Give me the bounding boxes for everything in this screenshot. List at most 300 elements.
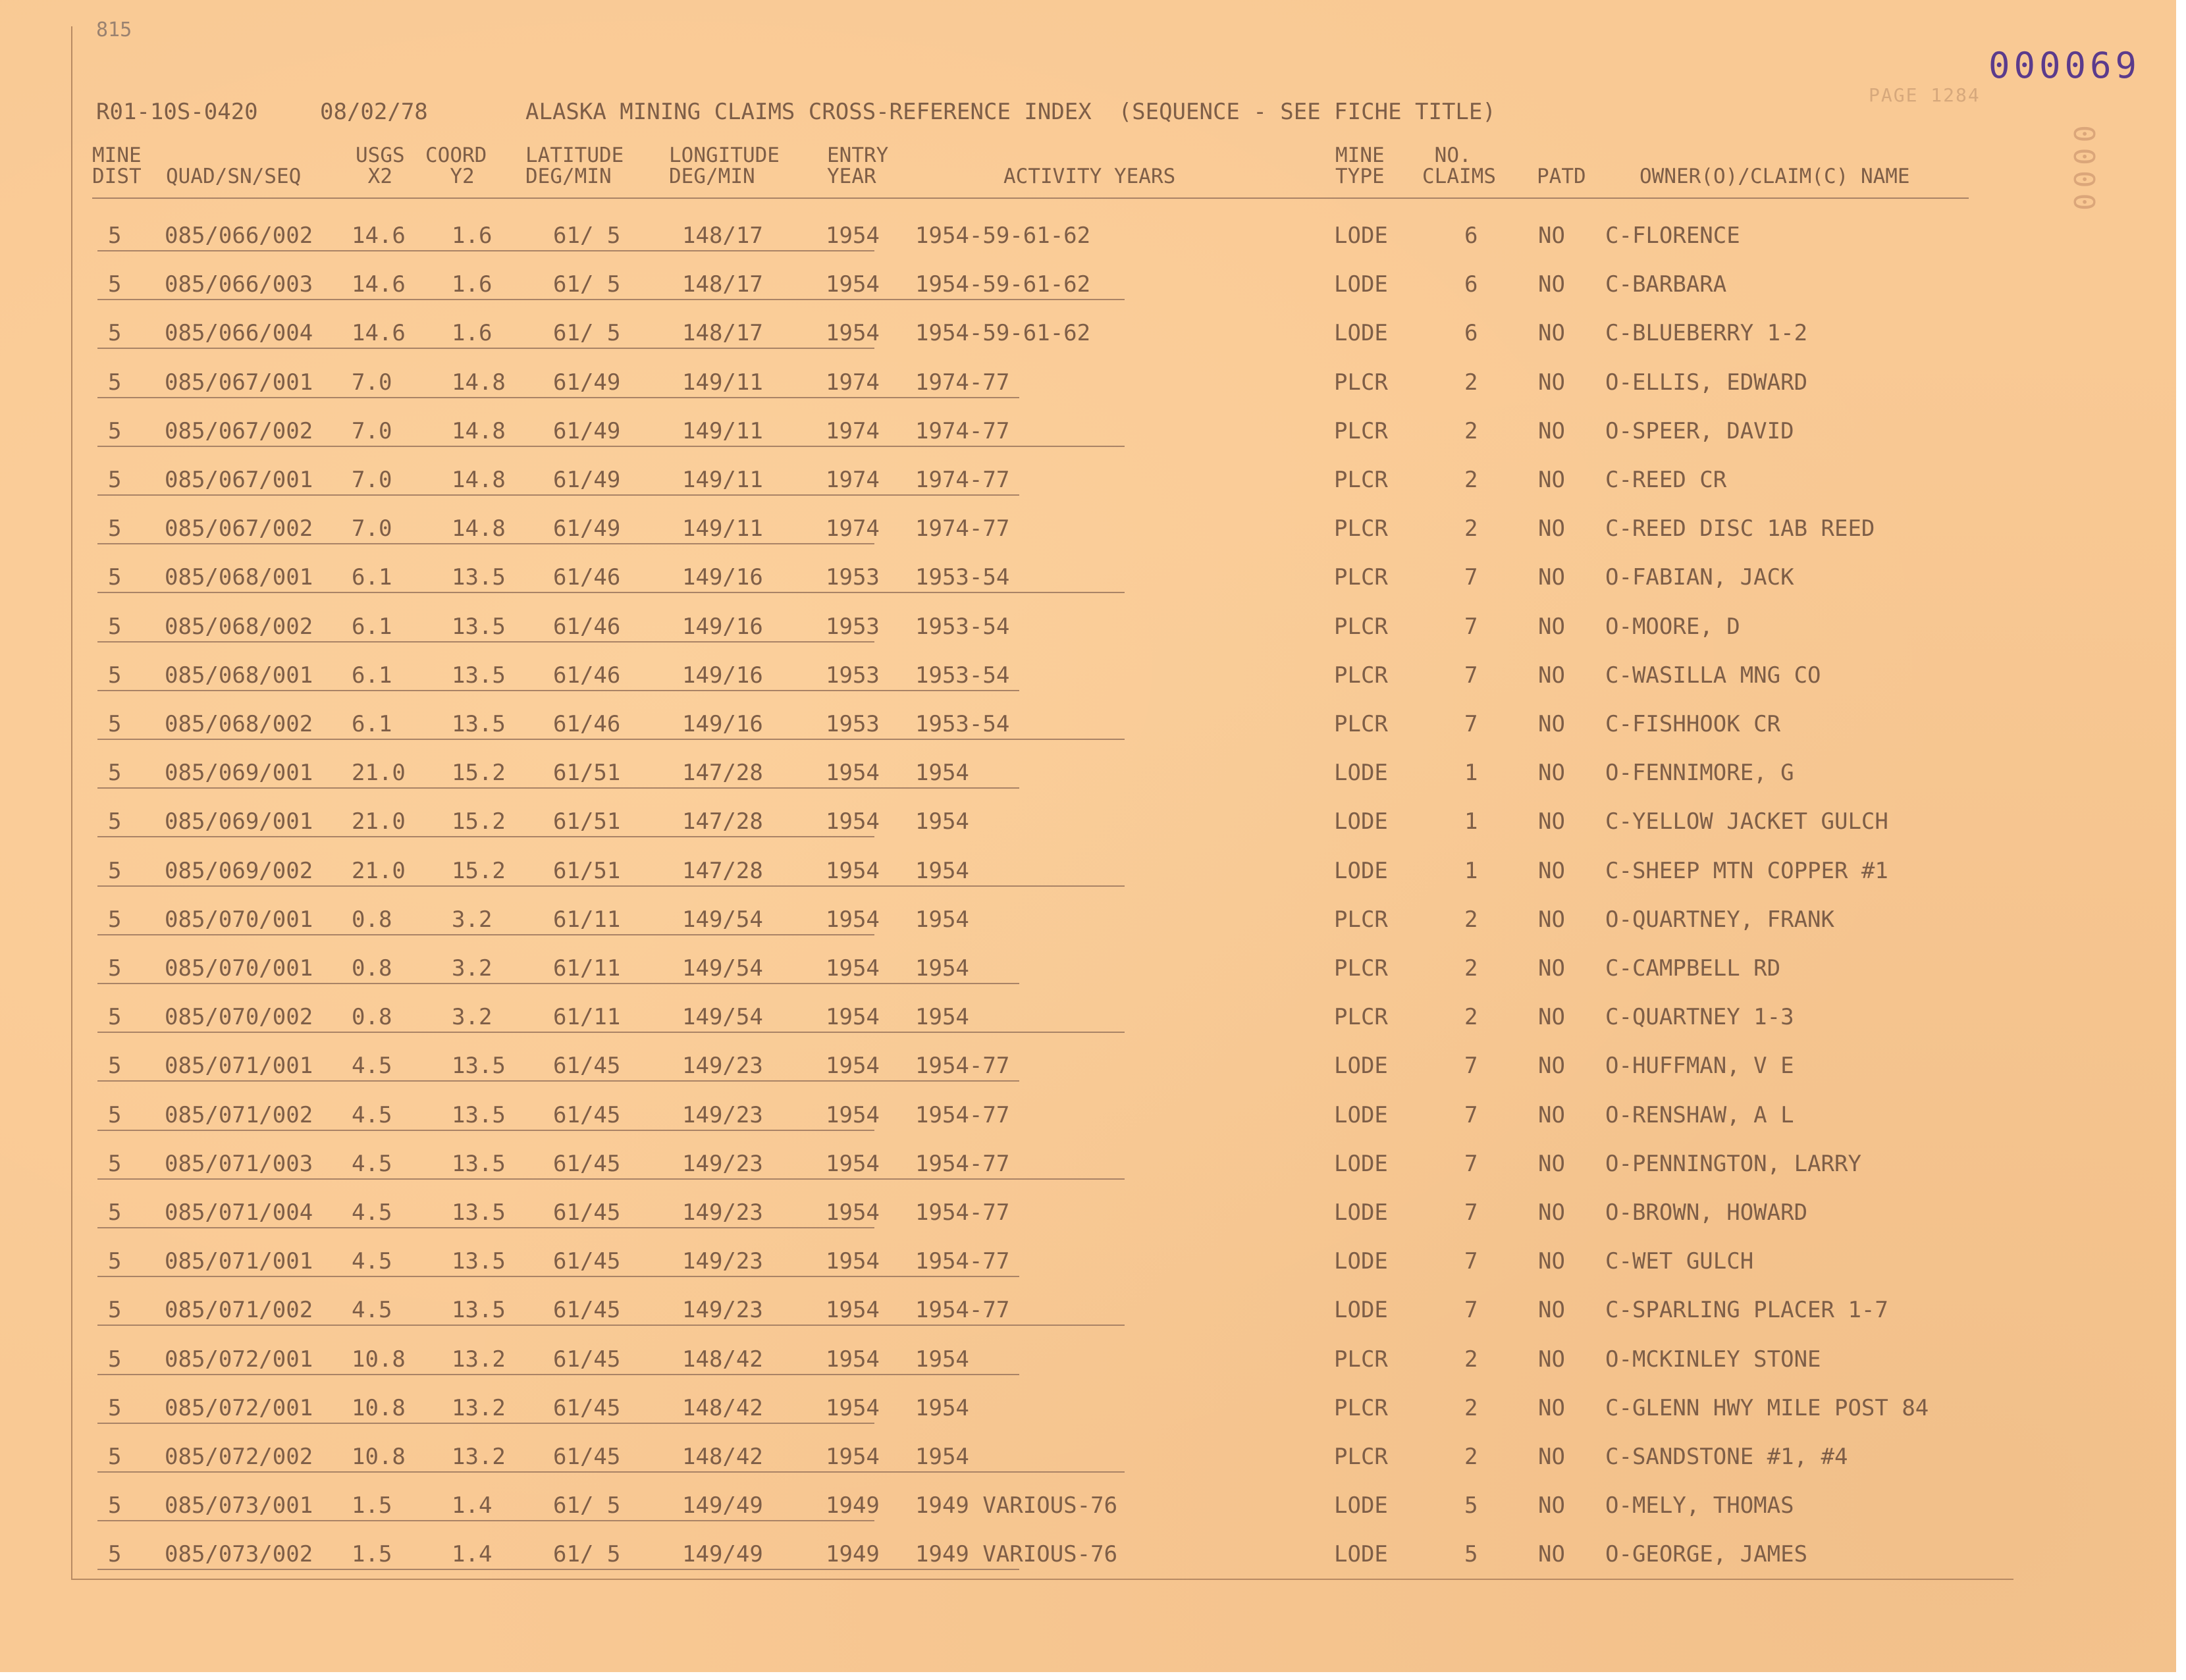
cell-mine-type: PLCR [1334,467,1388,493]
cell-mine-type: LODE [1334,1199,1388,1226]
cell-patd: NO [1538,369,1565,396]
row-separator-line [97,1520,874,1521]
col-head-entry-year: ENTRY YEAR [827,144,889,188]
cell-owner-claim-name: O-MELY, THOMAS [1605,1492,1794,1519]
col-head-mine-dist: MINE DIST [92,144,142,188]
cell-activity-years: 1954-59-61-62 [915,320,1091,346]
cell-no-claims: 2 [1464,1004,1478,1030]
cell-entry-year: 1974 [826,467,880,493]
cell-mine-type: PLCR [1334,369,1388,396]
cell-entry-year: 1954 [826,320,880,346]
cell-activity-years: 1974-77 [915,418,1010,444]
cell-quad-sn-seq: 085/066/002 [165,223,313,249]
col-head-patd: PATD [1537,165,1586,188]
cell-y2: 13.5 [452,1297,506,1323]
cell-x2: 6.1 [352,711,392,737]
cell-mine-dist: 5 [108,906,122,933]
cell-latitude: 61/46 [553,614,621,640]
cell-patd: NO [1538,711,1565,737]
cell-mine-dist: 5 [108,614,122,640]
cell-owner-claim-name: C-WET GULCH [1605,1248,1754,1274]
table-row [0,1444,2173,1479]
cell-activity-years: 1954 [915,955,969,982]
cell-patd: NO [1538,760,1565,786]
cell-y2: 3.2 [452,955,493,982]
cell-owner-claim-name: O-MOORE, D [1605,614,1740,640]
table-row [0,1102,2173,1138]
cell-owner-claim-name: C-BARBARA [1605,271,1727,298]
cell-mine-dist: 5 [108,1492,122,1519]
cell-latitude: 61/45 [553,1395,621,1421]
cell-latitude: 61/46 [553,564,621,591]
cell-entry-year: 1954 [826,1199,880,1226]
cell-mine-dist: 5 [108,1297,122,1323]
cell-latitude: 61/45 [553,1444,621,1470]
cell-mine-dist: 5 [108,467,122,493]
cell-owner-claim-name: C-WASILLA MNG CO [1605,662,1821,689]
cell-entry-year: 1954 [826,1395,880,1421]
cell-entry-year: 1949 [826,1541,880,1567]
cell-entry-year: 1954 [826,1102,880,1128]
cell-latitude: 61/ 5 [553,1492,621,1519]
cell-activity-years: 1954 [915,1395,969,1421]
cell-owner-claim-name: O-FENNIMORE, G [1605,760,1794,786]
cell-mine-dist: 5 [108,955,122,982]
cell-x2: 0.8 [352,906,392,933]
table-row [0,564,2173,600]
cell-latitude: 61/51 [553,760,621,786]
cell-longitude: 149/49 [682,1492,763,1519]
cell-quad-sn-seq: 085/067/001 [165,369,313,396]
report-id: R01-10S-0420 [96,99,258,125]
cell-latitude: 61/ 5 [553,320,621,346]
cell-owner-claim-name: C-SPARLING PLACER 1-7 [1605,1297,1888,1323]
cell-quad-sn-seq: 085/071/002 [165,1102,313,1128]
cell-latitude: 61/ 5 [553,1541,621,1567]
cell-longitude: 149/11 [682,467,763,493]
cell-mine-type: PLCR [1334,515,1388,542]
table-row [0,1492,2173,1528]
cell-entry-year: 1953 [826,614,880,640]
cell-longitude: 149/54 [682,906,763,933]
cell-patd: NO [1538,1395,1565,1421]
row-separator-line [97,1130,874,1131]
table-row [0,858,2173,893]
cell-patd: NO [1538,271,1565,298]
cell-patd: NO [1538,808,1565,835]
cell-patd: NO [1538,1541,1565,1567]
cell-no-claims: 7 [1464,1248,1478,1274]
row-separator-line [97,299,1125,300]
cell-no-claims: 6 [1464,320,1478,346]
cell-patd: NO [1538,418,1565,444]
table-row [0,1297,2173,1332]
cell-mine-type: PLCR [1334,955,1388,982]
cell-owner-claim-name: O-HUFFMAN, V E [1605,1053,1794,1079]
cell-longitude: 148/42 [682,1346,763,1373]
cell-owner-claim-name: C-SANDSTONE #1, #4 [1605,1444,1848,1470]
cell-no-claims: 2 [1464,369,1478,396]
cell-longitude: 149/23 [682,1199,763,1226]
cell-x2: 14.6 [352,320,406,346]
table-row [0,1053,2173,1088]
col-head-y2: COORD Y2 [425,144,487,188]
row-separator-line [97,836,874,837]
cell-entry-year: 1954 [826,223,880,249]
cell-no-claims: 2 [1464,906,1478,933]
cell-patd: NO [1538,1151,1565,1177]
cell-x2: 14.6 [352,223,406,249]
cell-owner-claim-name: O-PENNINGTON, LARRY [1605,1151,1861,1177]
cell-quad-sn-seq: 085/069/001 [165,808,313,835]
cell-quad-sn-seq: 085/072/001 [165,1346,313,1373]
cell-no-claims: 7 [1464,1199,1478,1226]
cell-no-claims: 2 [1464,1395,1478,1421]
cell-entry-year: 1949 [826,1492,880,1519]
side-number: 0000 [2067,125,2100,216]
cell-patd: NO [1538,320,1565,346]
cell-mine-type: LODE [1334,1151,1388,1177]
cell-longitude: 149/11 [682,369,763,396]
cell-owner-claim-name: O-RENSHAW, A L [1605,1102,1794,1128]
cell-y2: 1.6 [452,271,493,298]
cell-patd: NO [1538,564,1565,591]
cell-owner-claim-name: O-GEORGE, JAMES [1605,1541,1808,1567]
cell-activity-years: 1954-77 [915,1248,1010,1274]
table-row [0,614,2173,649]
cell-longitude: 149/16 [682,711,763,737]
cell-mine-dist: 5 [108,1541,122,1567]
cell-y2: 13.5 [452,662,506,689]
cell-longitude: 149/16 [682,564,763,591]
cell-owner-claim-name: C-GLENN HWY MILE POST 84 [1605,1395,1929,1421]
cell-owner-claim-name: O-SPEER, DAVID [1605,418,1794,444]
row-separator-line [97,1569,1019,1570]
cell-x2: 10.8 [352,1346,406,1373]
cell-x2: 1.5 [352,1541,392,1567]
cell-patd: NO [1538,1297,1565,1323]
row-separator-line [97,543,874,544]
row-separator-line [97,1227,874,1228]
cell-longitude: 147/28 [682,808,763,835]
cell-longitude: 147/28 [682,858,763,884]
cell-entry-year: 1954 [826,906,880,933]
cell-quad-sn-seq: 085/067/001 [165,467,313,493]
cell-mine-dist: 5 [108,711,122,737]
cell-activity-years: 1954-77 [915,1297,1010,1323]
cell-x2: 7.0 [352,369,392,396]
cell-patd: NO [1538,515,1565,542]
cell-longitude: 149/16 [682,614,763,640]
cell-quad-sn-seq: 085/070/002 [165,1004,313,1030]
cell-no-claims: 7 [1464,662,1478,689]
cell-y2: 3.2 [452,1004,493,1030]
cell-quad-sn-seq: 085/071/004 [165,1199,313,1226]
cell-quad-sn-seq: 085/072/002 [165,1444,313,1470]
cell-mine-dist: 5 [108,1102,122,1128]
col-head-owner-claim-name: OWNER(O)/CLAIM(C) NAME [1639,165,1910,188]
table-row [0,808,2173,844]
cell-activity-years: 1954 [915,1346,969,1373]
table-row [0,1199,2173,1235]
cell-mine-type: PLCR [1334,1444,1388,1470]
cell-y2: 13.2 [452,1346,506,1373]
cell-no-claims: 5 [1464,1541,1478,1567]
cell-activity-years: 1954-77 [915,1102,1010,1128]
cell-mine-type: PLCR [1334,711,1388,737]
cell-mine-type: LODE [1334,1102,1388,1128]
row-separator-line [97,1471,1125,1473]
cell-entry-year: 1974 [826,515,880,542]
cell-activity-years: 1954 [915,1444,969,1470]
report-title: ALASKA MINING CLAIMS CROSS-REFERENCE INDEX (SEQUENCE - SEE FICHE TITLE) [525,99,1496,125]
cell-entry-year: 1974 [826,369,880,396]
cell-y2: 13.2 [452,1444,506,1470]
cell-quad-sn-seq: 085/071/002 [165,1297,313,1323]
row-separator-line [97,592,1125,593]
cell-entry-year: 1954 [826,1444,880,1470]
cell-mine-type: PLCR [1334,614,1388,640]
cell-entry-year: 1954 [826,808,880,835]
col-head-longitude: LONGITUDE DEG/MIN [669,144,780,188]
cell-latitude: 61/45 [553,1297,621,1323]
cell-mine-type: PLCR [1334,418,1388,444]
cell-activity-years: 1954 [915,1004,969,1030]
cell-latitude: 61/45 [553,1346,621,1373]
cell-owner-claim-name: C-REED CR [1605,467,1727,493]
cell-x2: 21.0 [352,760,406,786]
cell-y2: 13.5 [452,614,506,640]
cell-mine-type: PLCR [1334,662,1388,689]
cell-longitude: 149/54 [682,1004,763,1030]
cell-latitude: 61/11 [553,1004,621,1030]
cell-quad-sn-seq: 085/068/001 [165,564,313,591]
table-row [0,1395,2173,1431]
cell-latitude: 61/51 [553,808,621,835]
col-head-activity-years: ACTIVITY YEARS [1003,165,1176,188]
cell-quad-sn-seq: 085/066/004 [165,320,313,346]
cell-y2: 13.5 [452,564,506,591]
cell-patd: NO [1538,1199,1565,1226]
cell-x2: 21.0 [352,858,406,884]
cell-longitude: 149/11 [682,418,763,444]
cell-mine-type: LODE [1334,760,1388,786]
cell-patd: NO [1538,1053,1565,1079]
cell-entry-year: 1954 [826,1053,880,1079]
cell-mine-dist: 5 [108,271,122,298]
row-separator-line [97,250,874,251]
cell-longitude: 149/23 [682,1151,763,1177]
row-separator-line [97,397,1019,398]
cell-latitude: 61/45 [553,1151,621,1177]
col-head-mine-type: MINE TYPE [1335,144,1385,188]
cell-no-claims: 7 [1464,564,1478,591]
cell-entry-year: 1954 [826,1346,880,1373]
header-underline [92,197,1969,199]
cell-x2: 0.8 [352,1004,392,1030]
cell-y2: 3.2 [452,906,493,933]
cell-mine-dist: 5 [108,808,122,835]
cell-owner-claim-name: C-CAMPBELL RD [1605,955,1781,982]
table-row [0,906,2173,942]
cell-patd: NO [1538,858,1565,884]
cell-quad-sn-seq: 085/073/001 [165,1492,313,1519]
cell-patd: NO [1538,906,1565,933]
cell-mine-type: LODE [1334,858,1388,884]
cell-entry-year: 1954 [826,1004,880,1030]
cell-latitude: 61/ 5 [553,223,621,249]
row-separator-line [97,1080,1019,1082]
cell-longitude: 149/16 [682,662,763,689]
cell-mine-dist: 5 [108,564,122,591]
cell-quad-sn-seq: 085/068/002 [165,614,313,640]
cell-owner-claim-name: C-QUARTNEY 1-3 [1605,1004,1794,1030]
cell-entry-year: 1954 [826,1151,880,1177]
row-separator-line [97,494,1019,496]
cell-y2: 14.8 [452,467,506,493]
cell-quad-sn-seq: 085/070/001 [165,955,313,982]
cell-longitude: 149/23 [682,1102,763,1128]
cell-entry-year: 1953 [826,662,880,689]
cell-mine-dist: 5 [108,369,122,396]
cell-y2: 15.2 [452,858,506,884]
table-row [0,320,2173,355]
cell-y2: 1.4 [452,1541,493,1567]
cell-mine-dist: 5 [108,418,122,444]
table-row [0,467,2173,502]
table-row [0,955,2173,991]
cell-quad-sn-seq: 085/071/001 [165,1053,313,1079]
cell-no-claims: 6 [1464,271,1478,298]
cell-latitude: 61/11 [553,955,621,982]
cell-y2: 1.6 [452,223,493,249]
cell-longitude: 148/42 [682,1395,763,1421]
cell-y2: 1.6 [452,320,493,346]
cell-mine-dist: 5 [108,1444,122,1470]
cell-owner-claim-name: C-YELLOW JACKET GULCH [1605,808,1888,835]
cell-activity-years: 1949 VARIOUS-76 [915,1492,1118,1519]
cell-mine-type: PLCR [1334,1004,1388,1030]
cell-longitude: 149/23 [682,1053,763,1079]
row-separator-line [97,1325,1125,1326]
cell-longitude: 149/23 [682,1248,763,1274]
cell-y2: 13.5 [452,1248,506,1274]
cell-patd: NO [1538,1004,1565,1030]
row-separator-line [97,1423,874,1424]
cell-mine-dist: 5 [108,662,122,689]
cell-quad-sn-seq: 085/066/003 [165,271,313,298]
row-separator-line [97,1374,1019,1375]
cell-x2: 6.1 [352,564,392,591]
cell-mine-type: PLCR [1334,564,1388,591]
cell-mine-type: PLCR [1334,1395,1388,1421]
cell-y2: 13.5 [452,1102,506,1128]
cell-activity-years: 1954-59-61-62 [915,223,1091,249]
cell-latitude: 61/45 [553,1248,621,1274]
cell-y2: 15.2 [452,760,506,786]
cell-y2: 13.5 [452,1151,506,1177]
cell-activity-years: 1953-54 [915,711,1010,737]
cell-latitude: 61/45 [553,1199,621,1226]
cell-quad-sn-seq: 085/068/001 [165,662,313,689]
cell-no-claims: 5 [1464,1492,1478,1519]
cell-mine-dist: 5 [108,760,122,786]
cell-mine-dist: 5 [108,1004,122,1030]
fiche-number-stamp: 000069 [1988,45,2141,86]
cell-mine-dist: 5 [108,1199,122,1226]
cell-longitude: 148/42 [682,1444,763,1470]
cell-activity-years: 1974-77 [915,515,1010,542]
cell-activity-years: 1953-54 [915,564,1010,591]
cell-owner-claim-name: O-QUARTNEY, FRANK [1605,906,1834,933]
cell-no-claims: 2 [1464,515,1478,542]
table-row [0,223,2173,258]
cell-x2: 10.8 [352,1444,406,1470]
cell-longitude: 148/17 [682,223,763,249]
cell-x2: 7.0 [352,467,392,493]
cell-quad-sn-seq: 085/071/001 [165,1248,313,1274]
cell-entry-year: 1954 [826,1297,880,1323]
cell-activity-years: 1974-77 [915,467,1010,493]
table-row [0,515,2173,551]
cell-mine-type: LODE [1334,1492,1388,1519]
cell-mine-dist: 5 [108,1248,122,1274]
cell-patd: NO [1538,955,1565,982]
cell-no-claims: 7 [1464,1151,1478,1177]
table-row [0,1541,2173,1577]
cell-entry-year: 1954 [826,858,880,884]
cell-x2: 4.5 [352,1248,392,1274]
table-row [0,1151,2173,1186]
cell-no-claims: 2 [1464,1346,1478,1373]
cell-mine-dist: 5 [108,1346,122,1373]
cell-no-claims: 7 [1464,614,1478,640]
cell-longitude: 147/28 [682,760,763,786]
cell-entry-year: 1954 [826,955,880,982]
cell-latitude: 61/11 [553,906,621,933]
cell-no-claims: 7 [1464,711,1478,737]
cell-owner-claim-name: C-FISHHOOK CR [1605,711,1781,737]
cell-activity-years: 1953-54 [915,662,1010,689]
cell-patd: NO [1538,1102,1565,1128]
col-head-latitude: LATITUDE DEG/MIN [525,144,624,188]
cell-mine-type: LODE [1334,1541,1388,1567]
cell-patd: NO [1538,1492,1565,1519]
bottom-border-line [71,1579,2013,1580]
table-row [0,418,2173,454]
cell-owner-claim-name: C-SHEEP MTN COPPER #1 [1605,858,1888,884]
report-date: 08/02/78 [320,99,428,125]
cell-owner-claim-name: C-FLORENCE [1605,223,1740,249]
cell-mine-type: LODE [1334,1053,1388,1079]
cell-patd: NO [1538,614,1565,640]
cell-mine-dist: 5 [108,858,122,884]
cell-x2: 14.6 [352,271,406,298]
cell-activity-years: 1954-77 [915,1053,1010,1079]
cell-entry-year: 1953 [826,564,880,591]
cell-quad-sn-seq: 085/072/001 [165,1395,313,1421]
table-row [0,271,2173,307]
cell-activity-years: 1954 [915,906,969,933]
cell-x2: 4.5 [352,1053,392,1079]
cell-x2: 10.8 [352,1395,406,1421]
cell-x2: 4.5 [352,1151,392,1177]
cell-x2: 7.0 [352,515,392,542]
cell-entry-year: 1954 [826,1248,880,1274]
cell-no-claims: 1 [1464,808,1478,835]
cell-latitude: 61/51 [553,858,621,884]
cell-mine-type: PLCR [1334,906,1388,933]
